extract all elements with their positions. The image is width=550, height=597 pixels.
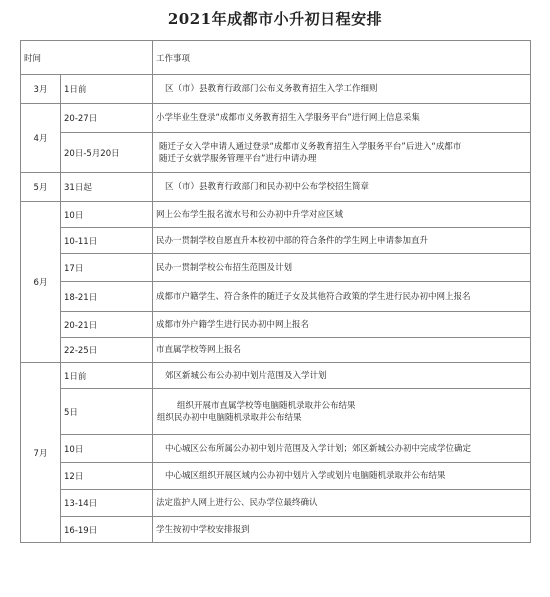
date-cell: 10-11日: [61, 228, 153, 254]
date-cell: 20-21日: [61, 312, 153, 338]
date-cell: 18-21日: [61, 282, 153, 312]
task-cell: 成都市外户籍学生进行民办初中网上报名: [153, 312, 531, 338]
date-cell: 1日前: [61, 75, 153, 104]
date-cell: 1日前: [61, 363, 153, 389]
task-cell: 郊区新城公布公办初中划片范围及入学计划: [153, 363, 531, 389]
task-cell: 网上公布学生报名流水号和公办初中升学对应区域: [153, 202, 531, 228]
date-cell: 31日起: [61, 173, 153, 202]
month-cell: 3月: [21, 75, 61, 104]
month-cell: 7月: [21, 363, 61, 543]
task-cell: [153, 133, 531, 173]
table-row: [21, 363, 531, 389]
table-row: [21, 202, 531, 228]
table-row: [21, 312, 531, 338]
task-cell: [153, 389, 531, 435]
table-row: [21, 228, 531, 254]
task-cell: 民办一贯制学校自愿直升本校初中部的符合条件的学生网上申请参加直升: [153, 228, 531, 254]
table-row: [21, 517, 531, 543]
page-title: 2021年成都市小升初日程安排: [167, 10, 383, 28]
header-task: 工作事项: [153, 41, 531, 75]
task-cell: 中心城区公布所属公办初中划片范围及入学计划；郊区新城公办初中完成学位确定: [153, 435, 531, 463]
table-row: [21, 463, 531, 490]
date-cell: 12日: [61, 463, 153, 490]
date-cell: 13-14日: [61, 490, 153, 517]
task-cell: 区（市）县教育行政部门公布义务教育招生入学工作细则: [153, 75, 531, 104]
task-line: 随迁子女就学服务管理平台”进行申请办理: [159, 153, 317, 164]
task-line: 组织民办初中电脑随机录取并公布结果: [157, 412, 302, 423]
date-cell: 5日: [61, 389, 153, 435]
table-row: [21, 173, 531, 202]
month-cell: 5月: [21, 173, 61, 202]
table-row: [21, 389, 531, 435]
schedule-table: [20, 40, 531, 543]
date-cell: 20-27日: [61, 104, 153, 133]
task-cell: 民办一贯制学校公布招生范围及计划: [153, 254, 531, 282]
month-cell: 4月: [21, 104, 61, 173]
task-cell: 小学毕业生登录“成都市义务教育招生入学服务平台”进行网上信息采集: [153, 104, 531, 133]
table-row: [21, 104, 531, 133]
table-row: [21, 338, 531, 363]
table-row: [21, 282, 531, 312]
table-row: [21, 435, 531, 463]
date-cell: 17日: [61, 254, 153, 282]
date-cell: 20日-5月20日: [61, 133, 153, 173]
date-cell: 10日: [61, 435, 153, 463]
date-cell: 22-25日: [61, 338, 153, 363]
task-cell: 法定监护人网上进行公、民办学位最终确认: [153, 490, 531, 517]
table-row: [21, 254, 531, 282]
month-cell: 6月: [21, 202, 61, 363]
date-cell: 10日: [61, 202, 153, 228]
task-cell: 中心城区组织开展区域内公办初中划片入学或划片电脑随机录取并公布结果: [153, 463, 531, 490]
table-row: [21, 133, 531, 173]
task-cell: 学生按初中学校安排报到: [153, 517, 531, 543]
task-line: 随迁子女入学申请人通过登录“成都市义务教育招生入学服务平台”后进入“成都市: [159, 141, 462, 152]
task-cell: 区（市）县教育行政部门和民办初中公布学校招生简章: [153, 173, 531, 202]
header-time: 时间: [21, 41, 153, 75]
date-cell: 16-19日: [61, 517, 153, 543]
task-line: 组织开展市直属学校等电脑随机录取并公布结果: [177, 400, 356, 411]
task-cell: 市直属学校等网上报名: [153, 338, 531, 363]
table-header-row: [21, 41, 531, 75]
task-cell: 成都市户籍学生、符合条件的随迁子女及其他符合政策的学生进行民办初中网上报名: [153, 282, 531, 312]
table-row: [21, 490, 531, 517]
table-row: [21, 75, 531, 104]
